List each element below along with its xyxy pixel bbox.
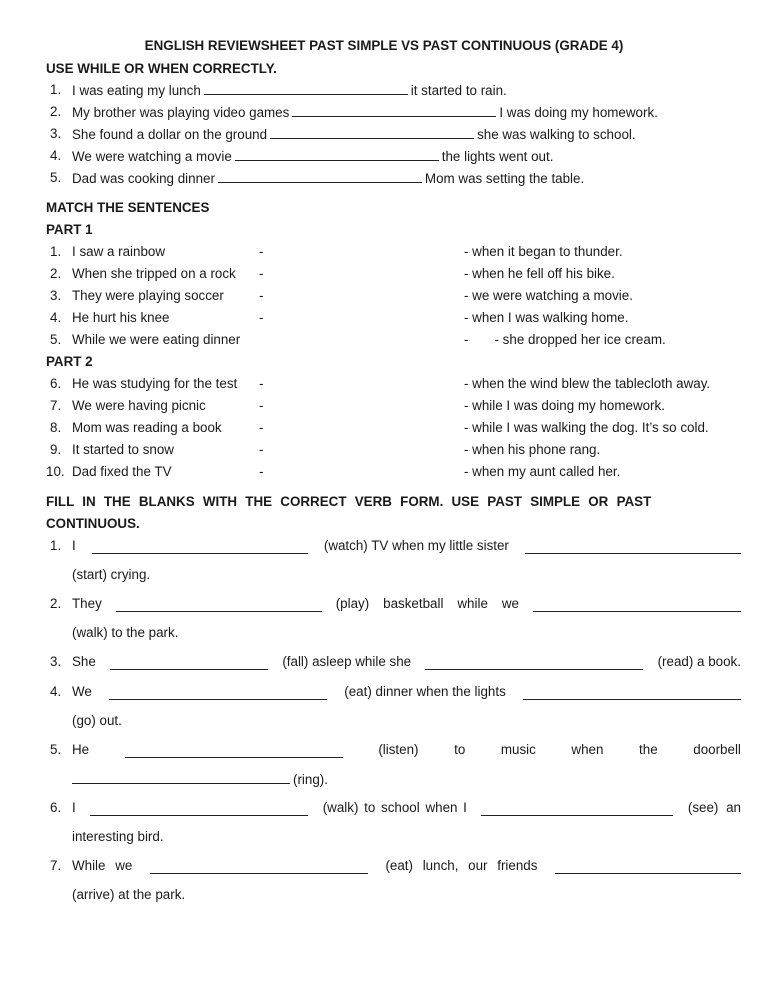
- section1-heading: USE WHILE OR WHEN CORRECTLY.: [46, 61, 277, 76]
- text-part: She: [72, 654, 96, 669]
- item-number: 4.: [50, 684, 62, 699]
- answer-blank[interactable]: [204, 82, 408, 95]
- item-number: 7.: [50, 398, 62, 413]
- sentence-end: Mom was setting the table.: [424, 171, 585, 186]
- sentence-end: she was walking to school.: [477, 127, 636, 142]
- text-part: (walk) to school when I: [322, 800, 467, 815]
- item-number: 5.: [50, 170, 62, 185]
- match-dot-left[interactable]: -: [259, 310, 264, 325]
- match-right[interactable]: - while I was doing my homework.: [464, 398, 665, 413]
- match-dot-left[interactable]: -: [259, 376, 264, 391]
- part1-label: PART 1: [46, 222, 93, 237]
- section3-heading-line1: FILL IN THE BLANKS WITH THE CORRECT VERB FORM. USE PAST SIMPLE OR PAST: [46, 494, 652, 509]
- sentence-start: We were watching a movie: [72, 149, 232, 164]
- match-dot-left[interactable]: -: [259, 442, 264, 457]
- list-item: [72, 684, 741, 700]
- list-item: [72, 596, 741, 612]
- text-part: doorbell: [693, 742, 741, 757]
- match-dot-left[interactable]: -: [259, 420, 264, 435]
- list-item: [72, 126, 636, 143]
- match-right[interactable]: - when my aunt called her.: [464, 464, 621, 479]
- item-number: 8.: [50, 420, 62, 435]
- answer-blank[interactable]: [425, 657, 643, 670]
- answer-blank[interactable]: [218, 170, 422, 183]
- item-number: 6.: [50, 376, 62, 391]
- continuation-line: interesting bird.: [72, 829, 164, 844]
- text-part: They: [72, 596, 102, 611]
- answer-blank[interactable]: [150, 861, 368, 874]
- part2-label: PART 2: [46, 354, 93, 369]
- match-right[interactable]: - when he fell off his bike.: [464, 266, 615, 281]
- list-item: [72, 82, 507, 99]
- text-part: basketball: [383, 596, 444, 611]
- text-part: (eat) dinner when the lights: [344, 684, 506, 699]
- match-right[interactable]: - when the wind blew the tablecloth away.: [464, 376, 711, 391]
- text-part: (watch) TV when my little sister: [323, 538, 509, 553]
- list-item: [72, 742, 741, 758]
- text-part: (see) an: [687, 800, 741, 815]
- text-part: the: [639, 742, 658, 757]
- item-number: 5.: [50, 332, 62, 347]
- continuation-line: (arrive) at the park.: [72, 887, 186, 902]
- match-right[interactable]: - when it began to thunder.: [464, 244, 623, 259]
- match-right[interactable]: - - she dropped her ice cream.: [464, 332, 666, 347]
- match-dot-left[interactable]: -: [259, 266, 264, 281]
- answer-blank[interactable]: [125, 745, 343, 758]
- match-left: He hurt his knee: [72, 310, 170, 325]
- answer-blank[interactable]: [270, 126, 474, 139]
- match-left: I saw a rainbow: [72, 244, 166, 259]
- item-number: 10.: [46, 464, 65, 479]
- sentence-start: Dad was cooking dinner: [72, 171, 215, 186]
- answer-blank[interactable]: [235, 148, 439, 161]
- text-part: we: [501, 596, 519, 611]
- list-item: [72, 858, 741, 874]
- continuation-line: (start) crying.: [72, 567, 151, 582]
- match-dot-left[interactable]: -: [259, 398, 264, 413]
- answer-blank[interactable]: [116, 599, 322, 612]
- text-part: (read) a book.: [657, 654, 741, 669]
- answer-blank[interactable]: [90, 803, 308, 816]
- list-item: [72, 538, 741, 554]
- match-left: Dad fixed the TV: [72, 464, 172, 479]
- sentence-end: it started to rain.: [410, 83, 507, 98]
- continuation-line: (go) out.: [72, 713, 122, 728]
- item-number: 2.: [50, 104, 62, 119]
- text-part: (ring).: [293, 772, 328, 787]
- sentence-end: I was doing my homework.: [499, 105, 658, 120]
- match-right[interactable]: - we were watching a movie.: [464, 288, 633, 303]
- text-part: while: [457, 596, 488, 611]
- text-part: (listen): [378, 742, 419, 757]
- match-left: He was studying for the test: [72, 376, 238, 391]
- text-part: (eat) lunch, our friends: [385, 858, 538, 873]
- item-number: 4.: [50, 148, 62, 163]
- answer-blank[interactable]: [523, 687, 741, 700]
- match-left: While we were eating dinner: [72, 332, 241, 347]
- match-left: We were having picnic: [72, 398, 206, 413]
- text-part: I: [72, 800, 76, 815]
- text-part: (fall) asleep while she: [282, 654, 412, 669]
- continuation-line: (walk) to the park.: [72, 625, 179, 640]
- match-left: It started to snow: [72, 442, 174, 457]
- list-item: [72, 170, 584, 187]
- match-left: When she tripped on a rock: [72, 266, 236, 281]
- item-number: 4.: [50, 310, 62, 325]
- answer-blank[interactable]: [292, 104, 496, 117]
- sentence-start: My brother was playing video games: [72, 105, 290, 120]
- item-number: 1.: [50, 82, 62, 97]
- item-number: 3.: [50, 126, 62, 141]
- item-number: 6.: [50, 800, 62, 815]
- match-dot-left[interactable]: -: [259, 244, 264, 259]
- match-right[interactable]: - when his phone rang.: [464, 442, 601, 457]
- match-dot-left[interactable]: -: [259, 464, 264, 479]
- answer-blank[interactable]: [533, 599, 741, 612]
- text-part: While we: [72, 858, 133, 873]
- text-part: He: [72, 742, 90, 757]
- sentence-end: the lights went out.: [441, 149, 554, 164]
- text-part: music: [500, 742, 536, 757]
- match-dot-left[interactable]: -: [259, 288, 264, 303]
- list-item: [72, 148, 553, 165]
- text-part: We: [72, 684, 92, 699]
- item-number: 3.: [50, 654, 62, 669]
- text-part: I: [72, 538, 76, 553]
- item-number: 2.: [50, 266, 62, 281]
- item-number: 3.: [50, 288, 62, 303]
- sentence-start: She found a dollar on the ground: [72, 127, 268, 142]
- text-part: when: [571, 742, 604, 757]
- section3-heading: [46, 494, 741, 510]
- section3-heading-line2: CONTINUOUS.: [46, 516, 140, 531]
- match-right[interactable]: - while I was walking the dog. It’s so cold.: [464, 420, 709, 435]
- list-item-continuation: [72, 771, 328, 788]
- list-item: [72, 800, 741, 816]
- match-right[interactable]: - when I was walking home.: [464, 310, 629, 325]
- item-number: 9.: [50, 442, 62, 457]
- item-number: 5.: [50, 742, 62, 757]
- answer-blank[interactable]: [555, 861, 741, 874]
- item-number: 7.: [50, 858, 62, 873]
- text-part: to: [454, 742, 466, 757]
- answer-blank[interactable]: [110, 657, 268, 670]
- answer-blank[interactable]: [92, 541, 308, 554]
- item-number: 2.: [50, 596, 62, 611]
- answer-blank[interactable]: [481, 803, 673, 816]
- list-item: [72, 104, 658, 121]
- text-part: (play): [335, 596, 370, 611]
- match-left: They were playing soccer: [72, 288, 224, 303]
- item-number: 1.: [50, 244, 62, 259]
- answer-blank[interactable]: [72, 771, 290, 784]
- section2-heading: MATCH THE SENTENCES: [46, 200, 210, 215]
- page-title: ENGLISH REVIEWSHEET PAST SIMPLE VS PAST CONTINUOUS (GRADE 4): [144, 38, 624, 53]
- answer-blank[interactable]: [525, 541, 741, 554]
- match-left: Mom was reading a book: [72, 420, 222, 435]
- sentence-start: I was eating my lunch: [72, 83, 201, 98]
- item-number: 1.: [50, 538, 62, 553]
- answer-blank[interactable]: [109, 687, 327, 700]
- list-item: [72, 654, 741, 670]
